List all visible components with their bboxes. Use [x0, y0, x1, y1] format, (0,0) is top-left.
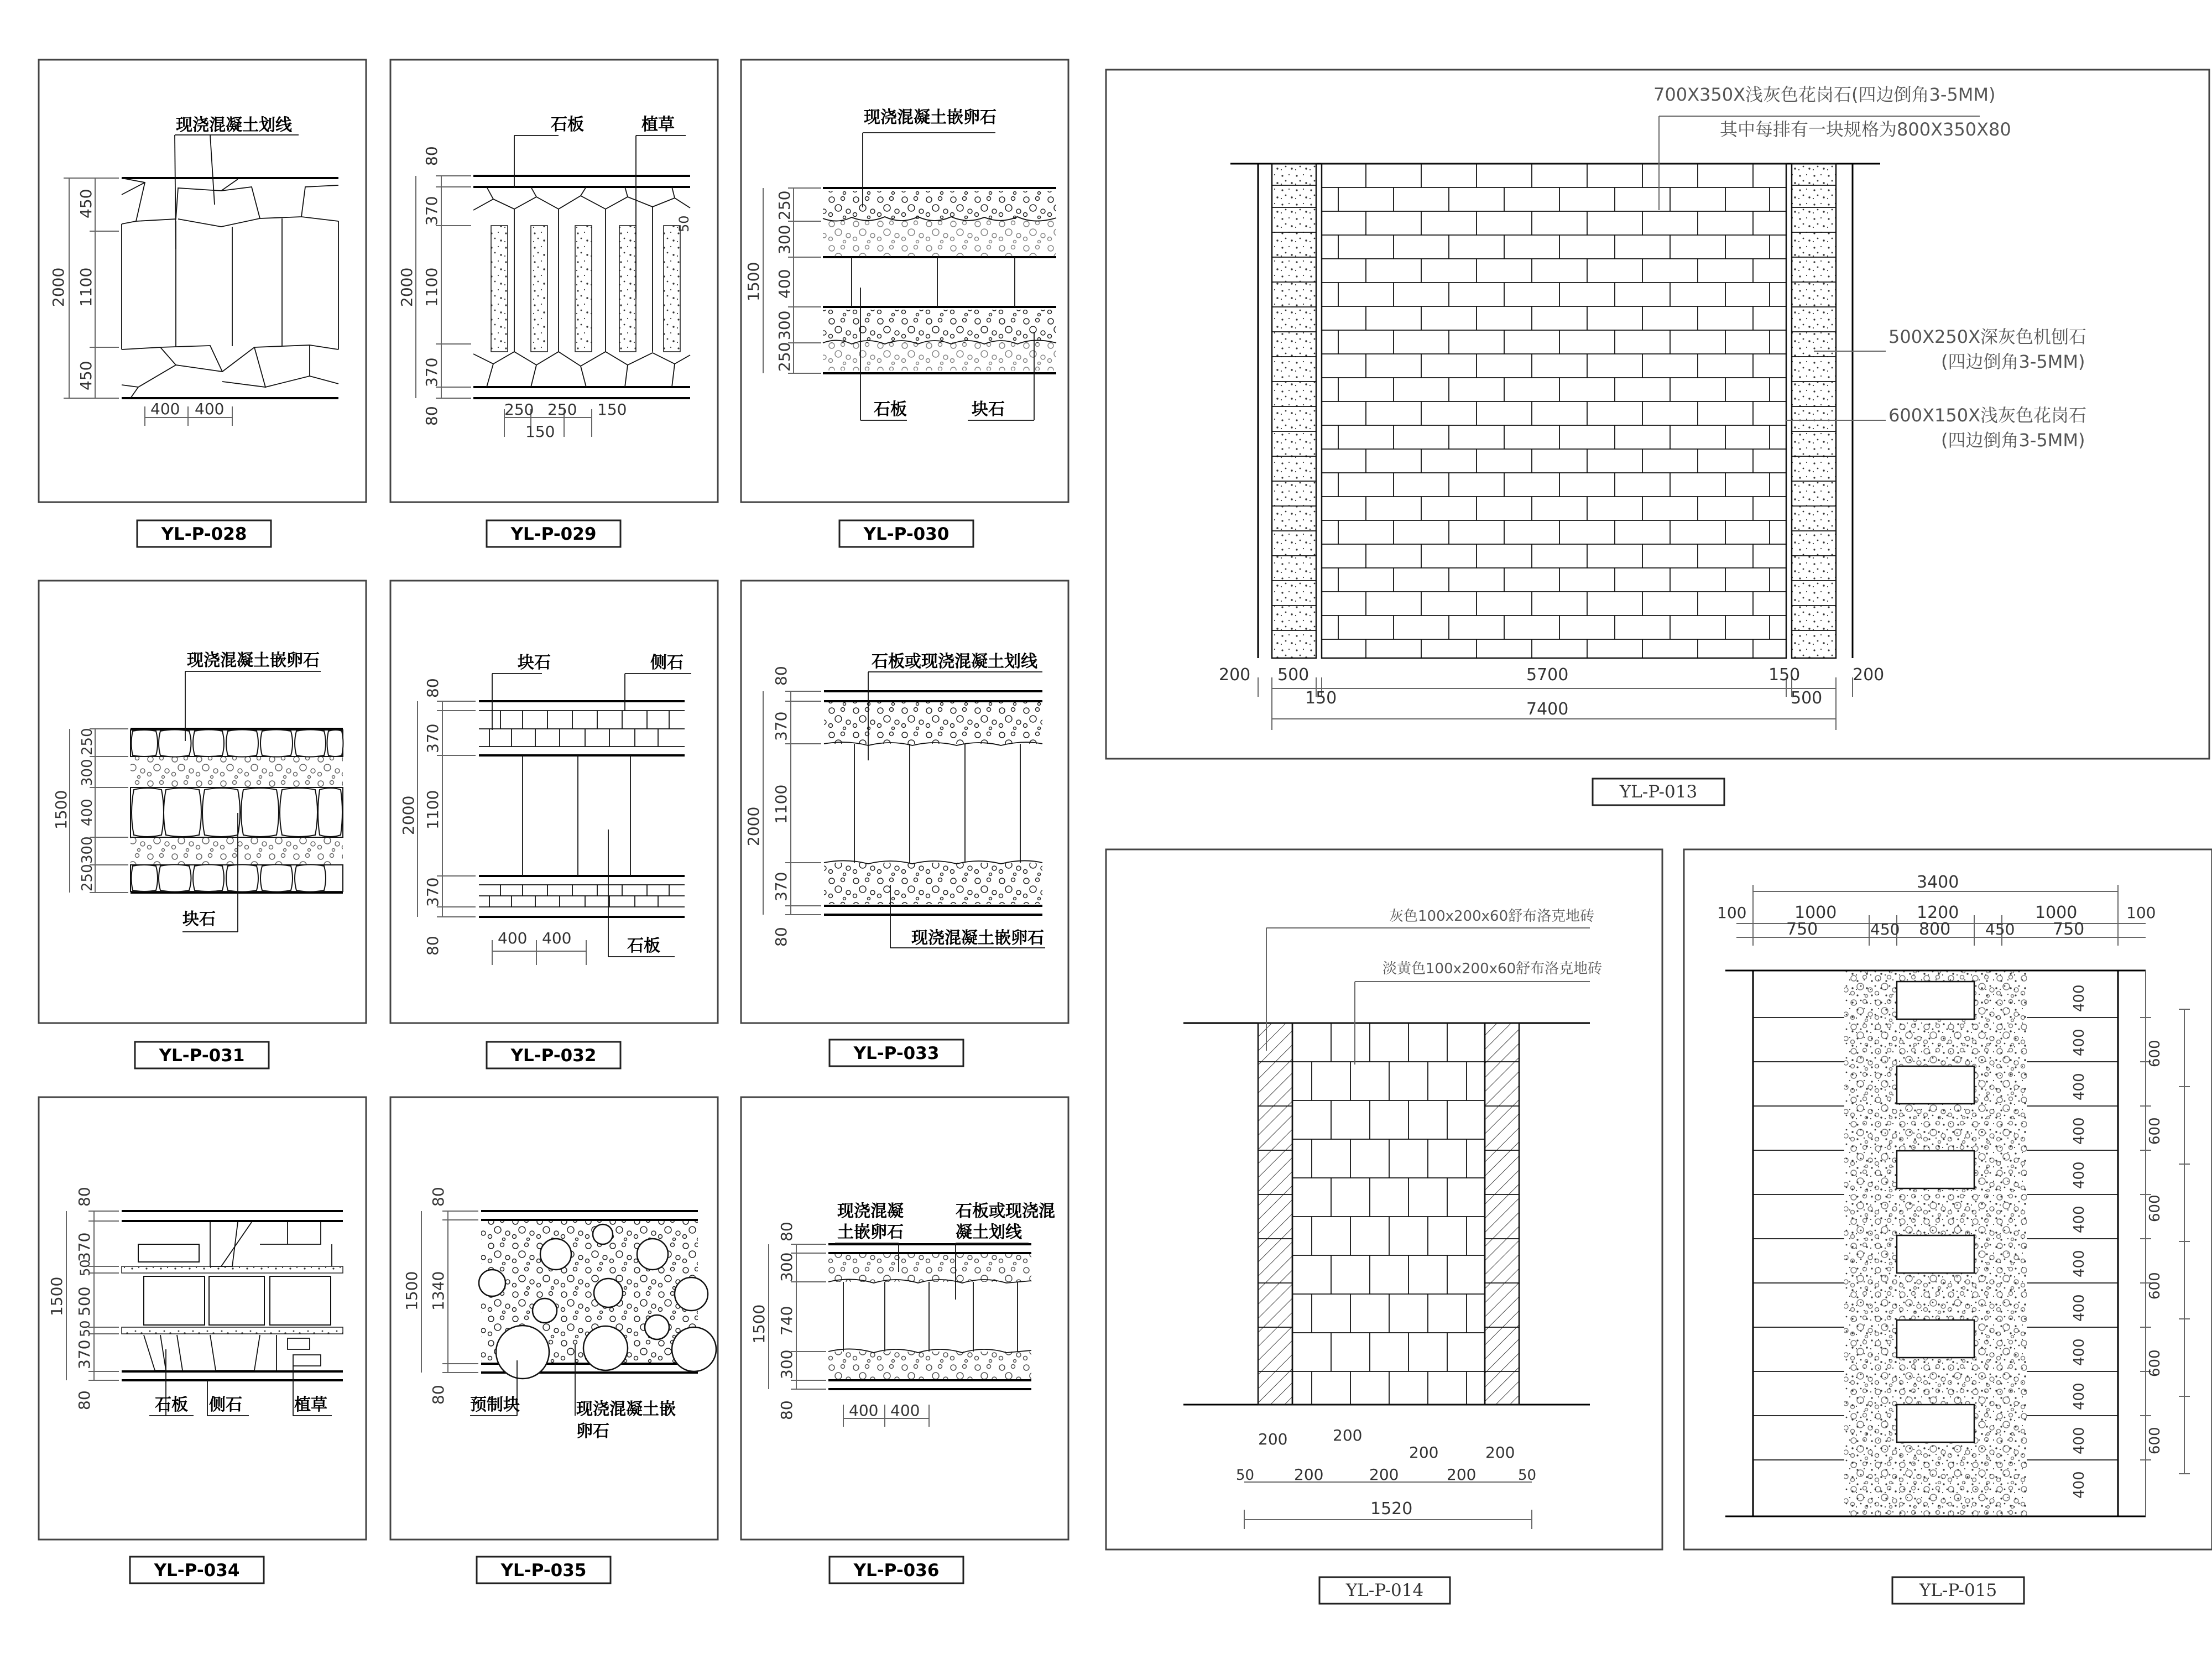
callout-label: 石板 [874, 400, 907, 419]
detail-code: YL-P-030 [863, 524, 950, 544]
dimension-text: 600 [2147, 1427, 2163, 1454]
dimension-text: 800 [1919, 920, 1951, 939]
dimension-text: 250 [775, 342, 794, 372]
material-note: (四边倒角3-5MM) [1941, 351, 2085, 372]
dimension-text: 400 [195, 400, 225, 418]
callout-label: 侧石 [209, 1395, 242, 1415]
dimension-text: 3400 [1917, 873, 1959, 892]
dimension-text: 200 [1219, 665, 1251, 685]
callout-label: 侧石 [650, 653, 684, 672]
dimension-text: 400 [2071, 1029, 2088, 1056]
callout-label: 块石 [972, 400, 1005, 419]
dimension-text: 370 [424, 877, 442, 907]
dimension-text: 250 [504, 400, 534, 419]
detail-code: YL-P-032 [510, 1046, 597, 1066]
detail-yl-p-015 [1684, 849, 2212, 1604]
detail-code: YL-P-028 [161, 524, 247, 544]
callout-label: 石板 [155, 1395, 188, 1415]
dimension-text: 150 [1768, 665, 1801, 685]
dimension-text: 1000 [2035, 903, 2078, 922]
dimension-text: 1100 [422, 267, 441, 307]
label-text: 现浇混凝土划线 [176, 116, 292, 135]
dimension-text: 500 [1791, 688, 1823, 708]
dimension-text: 370 [424, 723, 442, 753]
dimension-text: 200 [1369, 1465, 1399, 1484]
dimension-text: 80 [75, 1390, 93, 1410]
callout-label: 石板 [551, 115, 584, 134]
callout-label: 土嵌卵石 [837, 1223, 904, 1242]
dimension-text: 250 [775, 190, 794, 220]
dimension-text: 400 [890, 1401, 920, 1420]
dimension-text: 1200 [1917, 903, 1959, 922]
dimension-text: 400 [2071, 1073, 2088, 1100]
dimension-text: 600 [2147, 1272, 2163, 1300]
callout-label: 石板或现浇混 [956, 1202, 1055, 1221]
dimension-text: 5700 [1526, 665, 1569, 685]
dimension-text: 250 [79, 728, 96, 755]
dimension-text: 80 [75, 1187, 93, 1207]
dimension-text: 2000 [399, 795, 418, 835]
dimension-text: 50 [77, 1320, 93, 1337]
dimension-text: 80 [424, 678, 442, 698]
detail-frame [39, 1097, 366, 1540]
dimension-text: 50 [676, 215, 692, 232]
callout-label: 现浇混凝土嵌 [576, 1400, 676, 1419]
dimension-text: 50 [1518, 1467, 1537, 1484]
dimension-text: 400 [2071, 1471, 2088, 1499]
dimension-text: 1520 [1370, 1499, 1413, 1519]
dimension-text: 80 [772, 666, 790, 686]
dimension-text: 150 [1305, 688, 1337, 708]
dimension-text: 250 [547, 400, 577, 419]
material-note: 500X250X深灰色机刨石 [1888, 326, 2087, 347]
detail-yl-p-034 [39, 1097, 366, 1583]
dimension-text: 400 [542, 929, 572, 947]
detail-yl-p-013 [1106, 70, 2209, 805]
dimension-text: 50 [1236, 1467, 1255, 1484]
dimension-text: 400 [2071, 1383, 2088, 1410]
dimension-text: 80 [422, 146, 441, 166]
detail-yl-p-031 [39, 581, 366, 1068]
dimension-text: 1500 [403, 1271, 421, 1311]
dimension-text: 600 [2147, 1194, 2163, 1222]
detail-code: YL-P-031 [159, 1046, 245, 1066]
callout-label: 卵石 [576, 1422, 609, 1441]
dimension-text: 80 [772, 927, 790, 947]
dimension-text: 200 [1409, 1443, 1439, 1462]
material-note: 700X350X浅灰色花岗石(四边倒角3-5MM) [1653, 84, 1996, 105]
dimension-text: 2000 [744, 806, 763, 846]
detail-yl-p-030 [741, 60, 1068, 547]
dimension-text: 400 [849, 1401, 879, 1420]
detail-yl-p-036 [741, 1097, 1068, 1583]
dimension-text: 1500 [744, 262, 763, 301]
callout-label: 植草 [641, 115, 675, 134]
dimension-text: 80 [429, 1385, 447, 1405]
dimension-text: 500 [1277, 665, 1310, 685]
dimension-text: 80 [424, 936, 442, 956]
material-note: 其中每排有一块规格为800X350X80 [1720, 119, 2011, 140]
dimension-text: 400 [2071, 1427, 2088, 1454]
detail-yl-p-033 [741, 581, 1068, 1066]
dimension-text: 400 [498, 929, 528, 947]
callout-label: 块石 [182, 910, 216, 929]
dimension-text: 1100 [77, 267, 95, 307]
detail-code: YL-P-035 [500, 1561, 587, 1580]
dimension-text: 1340 [429, 1271, 447, 1311]
dimension-text: 300 [778, 1349, 796, 1379]
dimension-text: 200 [1485, 1443, 1515, 1462]
dimension-text: 80 [429, 1187, 447, 1207]
dimension-text: 1000 [1794, 903, 1837, 922]
dimension-text: 200 [1258, 1430, 1288, 1448]
detail-code: YL-P-013 [1619, 782, 1698, 802]
dimension-text: 100 [1717, 904, 1747, 922]
dimension-text: 150 [525, 422, 555, 441]
dimension-text: 500 [75, 1286, 93, 1316]
dimension-text: 50 [77, 1259, 93, 1276]
dimension-text: 2000 [49, 267, 67, 307]
dimension-text: 370 [75, 1339, 93, 1369]
dimension-text: 300 [79, 759, 96, 786]
callout-label: 石板或现浇混凝土划线 [872, 652, 1037, 671]
dimension-text: 370 [772, 711, 790, 741]
dimension-text: 740 [778, 1306, 796, 1335]
detail-yl-p-035 [390, 1097, 718, 1583]
detail-yl-p-029 [390, 60, 718, 547]
dimension-text: 2000 [398, 267, 416, 307]
detail-code: YL-P-029 [510, 524, 597, 544]
detail-yl-p-028 [39, 60, 366, 547]
dimension-text: 1500 [48, 1276, 66, 1316]
dimension-text: 300 [79, 836, 96, 864]
detail-code: YL-P-014 [1345, 1580, 1424, 1600]
detail-yl-p-032 [390, 581, 718, 1068]
dimension-text: 250 [79, 864, 96, 891]
dimension-text: 7400 [1526, 700, 1569, 719]
dimension-text: 370 [75, 1232, 93, 1262]
dimension-text: 1100 [772, 784, 790, 824]
callout-label: 现浇混凝土嵌卵石 [911, 928, 1044, 948]
dimension-text: 300 [775, 225, 794, 254]
material-note: 灰色100x200x60舒布洛克地砖 [1389, 908, 1595, 925]
dimension-text: 400 [2071, 984, 2088, 1012]
dimension-text: 450 [77, 361, 95, 390]
callout-label: 现浇混凝土嵌卵石 [187, 651, 320, 670]
dimension-text: 400 [150, 400, 180, 418]
dimension-text: 750 [1786, 920, 1818, 939]
material-note: 淡黄色100x200x60舒布洛克地砖 [1383, 961, 1603, 977]
dimension-text: 1100 [424, 790, 442, 830]
dimension-text: 300 [778, 1252, 796, 1282]
callout-label: 块石 [518, 653, 551, 672]
callout-label: 石板 [627, 936, 660, 956]
dimension-text: 400 [2071, 1117, 2088, 1145]
dimension-text: 400 [79, 799, 96, 826]
dimension-text: 1500 [750, 1304, 768, 1344]
dimension-text: 400 [2071, 1250, 2088, 1277]
detail-code: YL-P-036 [853, 1561, 940, 1580]
callout-label: 植草 [294, 1395, 327, 1415]
dimension-text: 200 [1294, 1465, 1324, 1484]
dimension-text: 400 [2071, 1206, 2088, 1233]
material-note: 600X150X浅灰色花岗石 [1888, 405, 2087, 426]
dimension-text: 200 [1333, 1426, 1363, 1444]
detail-code: YL-P-015 [1919, 1580, 1997, 1600]
dimension-text: 370 [422, 196, 441, 226]
dimension-text: 600 [2147, 1117, 2163, 1145]
detail-code: YL-P-034 [154, 1561, 240, 1580]
dimension-text: 80 [778, 1400, 796, 1420]
detail-code: YL-P-033 [853, 1044, 940, 1063]
callout-label: 预制块 [470, 1395, 520, 1415]
dimension-text: 80 [422, 406, 441, 426]
dimension-text: 80 [778, 1222, 796, 1241]
material-note: (四边倒角3-5MM) [1941, 430, 2085, 451]
dimension-text: 100 [2126, 904, 2156, 922]
dimension-text: 400 [775, 269, 794, 299]
dimension-text: 300 [775, 310, 794, 340]
callout-label: 现浇混凝土嵌卵石 [864, 108, 997, 127]
dimension-text: 600 [2147, 1349, 2163, 1377]
dimension-text: 750 [2053, 920, 2085, 939]
callout-label: 凝土划线 [956, 1223, 1022, 1242]
dimension-text: 450 [1870, 920, 1900, 938]
dimension-text: 400 [2071, 1338, 2088, 1366]
dimension-text: 150 [597, 400, 627, 419]
dimension-text: 400 [2071, 1294, 2088, 1322]
dimension-text: 450 [77, 189, 95, 218]
dimension-text: 400 [2071, 1161, 2088, 1189]
dimension-text: 450 [1985, 920, 2015, 938]
detail-yl-p-014 [1106, 849, 1662, 1604]
dimension-text: 200 [1447, 1465, 1477, 1484]
dimension-text: 600 [2147, 1040, 2163, 1067]
detail-frame [1106, 849, 1662, 1550]
dimension-text: 370 [422, 357, 441, 387]
dimension-text: 1500 [52, 790, 70, 830]
dimension-text: 200 [1853, 665, 1885, 685]
dimension-text: 370 [772, 872, 790, 901]
callout-label: 现浇混凝 [837, 1202, 904, 1221]
